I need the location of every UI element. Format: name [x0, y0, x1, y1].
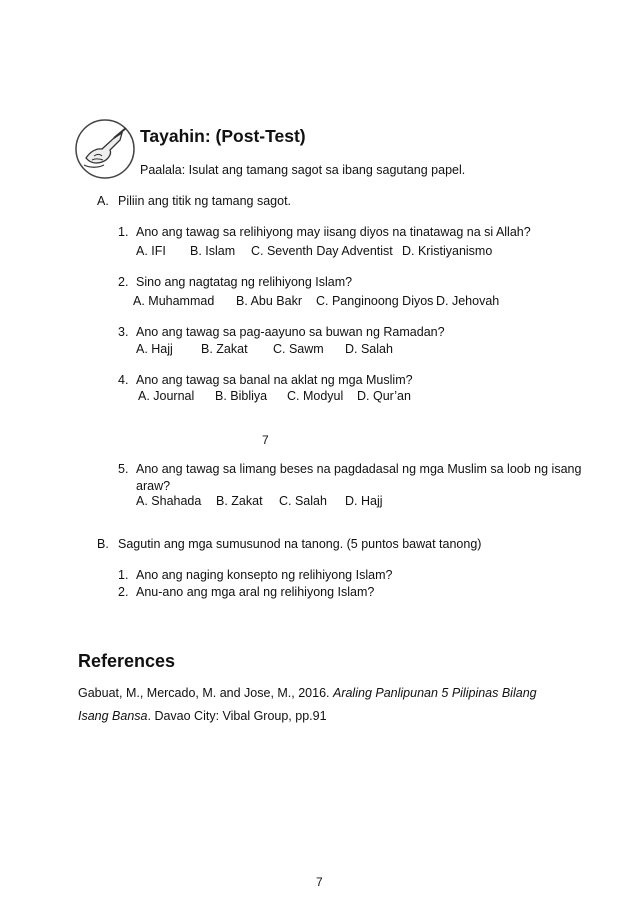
- reference-authors: Gabuat, M., Mercado, M. and Jose, M., 2016.: [78, 686, 333, 700]
- question-text: Sino ang nagtatag ng relihiyong Islam?: [136, 275, 353, 289]
- section-b-label: B.: [97, 537, 109, 551]
- question-number: 4.: [118, 373, 129, 387]
- question-number: 5.: [118, 462, 129, 476]
- option-d: D. Qur’an: [357, 389, 411, 403]
- option-b: B. Bibliya: [215, 389, 268, 403]
- section-a-label: A.: [97, 194, 109, 208]
- option-a: A. Hajj: [136, 342, 173, 356]
- reference-book-title: Araling Panlipunan 5 Pilipinas Bilang Isang Bansa: [78, 686, 537, 723]
- question-number: 2.: [118, 275, 129, 289]
- option-b: B. Zakat: [201, 342, 248, 356]
- option-b: B. Islam: [190, 244, 236, 258]
- posttest-note: Paalala: Isulat ang tamang sagot sa ibang sagutang papel.: [140, 163, 466, 177]
- hand-writing-with-pencil-icon: [74, 118, 136, 180]
- question-text: Anu-ano ang mga aral ng relihiyong Islam?: [136, 585, 375, 599]
- question-number: 1.: [118, 568, 129, 582]
- inline-page-number: 7: [262, 433, 269, 447]
- question-number: 3.: [118, 325, 129, 339]
- option-d: D. Salah: [345, 342, 393, 356]
- section-b-instruction: Sagutin ang mga sumusunod na tanong. (5 puntos bawat tanong): [118, 537, 482, 551]
- option-a: A. Journal: [138, 389, 195, 403]
- option-c: C. Salah: [279, 494, 327, 508]
- question-text: Ano ang tawag sa banal na aklat ng mga Muslim?: [136, 373, 413, 387]
- option-a: A. IFI: [136, 244, 166, 258]
- option-c: C. Panginoong Diyos: [316, 294, 434, 308]
- option-c: C. Modyul: [287, 389, 344, 403]
- question-text: Ano ang tawag sa limang beses na pagdadasal ng mga Muslim sa loob ng isang: [136, 462, 582, 476]
- option-d: D. Kristiyanismo: [402, 244, 493, 258]
- option-a: A. Muhammad: [133, 294, 215, 308]
- question-text: Ano ang naging konsepto ng relihiyong Islam?: [136, 568, 393, 582]
- question-text: Ano ang tawag sa relihiyong may iisang diyos na tinatawag na si Allah?: [136, 225, 531, 239]
- option-a: A. Shahada: [136, 494, 202, 508]
- option-b: B. Abu Bakr: [236, 294, 303, 308]
- option-b: B. Zakat: [216, 494, 263, 508]
- references-title: References: [78, 651, 176, 671]
- reference-publisher: . Davao City: Vibal Group, pp.91: [147, 709, 327, 723]
- option-d: D. Jehovah: [436, 294, 500, 308]
- reference-entry: [78, 682, 558, 728]
- option-c: C. Sawm: [273, 342, 324, 356]
- posttest-title: Tayahin: (Post-Test): [140, 126, 306, 146]
- option-c: C. Seventh Day Adventist: [251, 244, 393, 258]
- option-d: D. Hajj: [345, 494, 383, 508]
- question-text: Ano ang tawag sa pag-aayuno sa buwan ng Ramadan?: [136, 325, 445, 339]
- footer-page-number: 7: [316, 875, 323, 889]
- section-a-instruction: Piliin ang titik ng tamang sagot.: [118, 194, 292, 208]
- question-number: 2.: [118, 585, 129, 599]
- question-number: 1.: [118, 225, 129, 239]
- question-text-continued: araw?: [136, 479, 171, 493]
